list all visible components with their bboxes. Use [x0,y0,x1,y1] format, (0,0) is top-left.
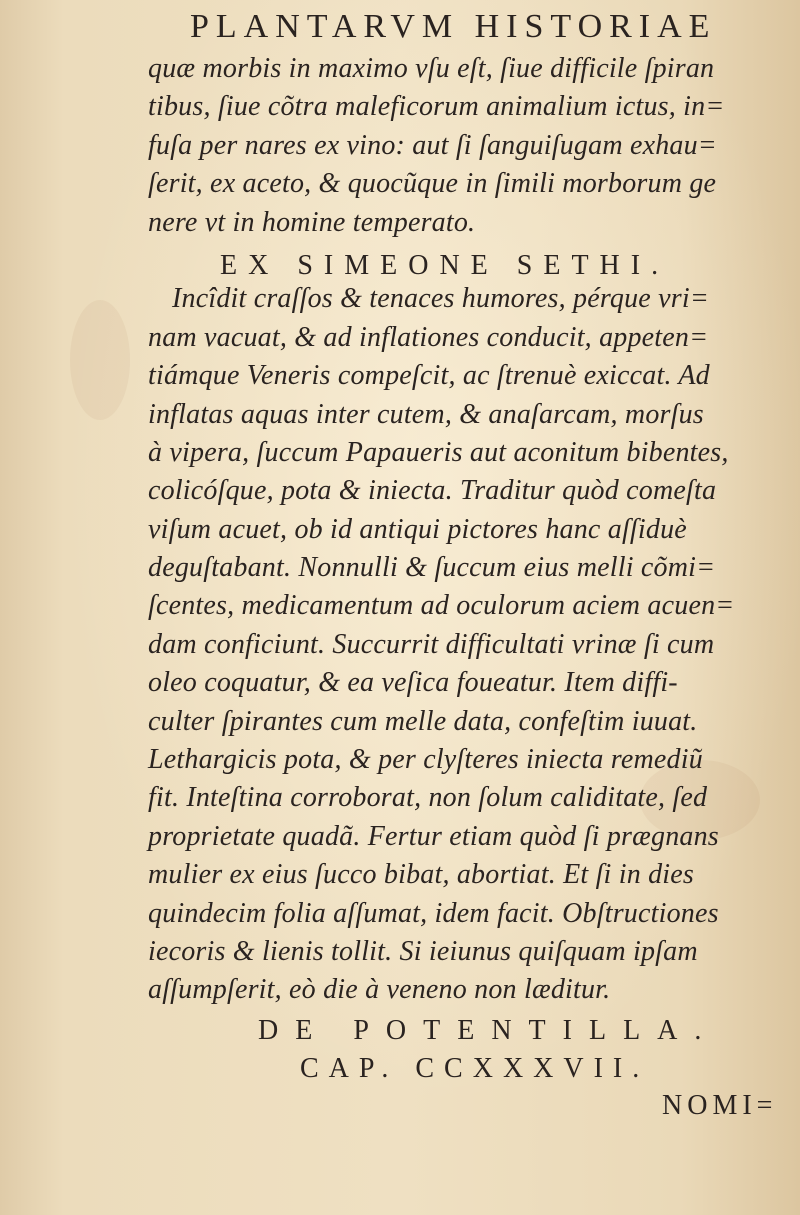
text-line: colicóſque, pota & iniecta. Traditur quòd comeſta [148,475,717,507]
text-line: tibus, ſiue cõtra maleficorum animalium ictus, in= [148,91,725,123]
text-line: inflatas aquas inter cutem, & anaſarcam, morſus [148,398,704,430]
text-line: nere vt in homine temperato. [148,206,476,238]
text-line: iecoris & lienis tollit. Si ieiunus quiſquam ipſam [148,935,698,967]
text-line: ſerit, ex aceto, & quocũque in ſimili morborum ge [148,168,717,200]
text-line: viſum acuet, ob id antiqui pictores hanc aſſiduè [148,513,687,545]
text-line: culter ſpirantes cum melle data, confeſtim iuuat. [148,705,698,737]
chapter-number: CAP. CCXXXVII. [300,1053,650,1084]
section-heading: EX SIMEONE SETHI. [220,250,670,281]
text-line: ſcentes, medicamentum ad oculorum aciem acuen= [148,590,735,622]
text-line: fuſa per nares ex vino: aut ſi ſanguiſugam exhau= [148,129,717,161]
text-line: mulier ex eius ſucco bibat, abortiat. Et ſi in dies [148,859,695,891]
paper-stain [70,300,130,420]
text-line: Incîdit craſſos & tenaces humores, pérque vri= [172,283,709,315]
text-line: quindecim folia aſſumat, idem facit. Obſtructiones [148,897,719,929]
text-line: dam conficiunt. Succurrit difficultati vrinæ ſi cum [148,628,715,660]
running-head: PLANTARVM HISTORIAE [190,8,717,45]
text-line: nam vacuat, & ad inflationes conducit, appeten= [148,321,709,353]
body-text [148,50,788,1010]
catchword: NOMI= [662,1090,778,1121]
text-line: fit. Inteſtina corroborat, non ſolum caliditate, ſed [148,782,708,814]
text-line: aſſumpſerit, eò die à veneno non læditur. [148,974,611,1006]
text-line: deguſtabant. Nonnulli & ſuccum eius melli cõmi= [148,552,716,584]
text-line: proprietate quadã. Fertur etiam quòd ſi prægnans [148,820,719,852]
text-line: tiámque Veneris compeſcit, ac ſtrenuè exiccat. Ad [148,360,710,392]
text-line: quæ morbis in maximo vſu eſt, ſiue difficile ſpiran [148,53,715,84]
text-line: oleo coquatur, & ea veſica foueatur. Item diffi- [148,667,678,699]
text-line: Lethargicis pota, & per clyſteres iniecta remediũ [148,744,703,776]
chapter-title: DE POTENTILLA. [258,1015,719,1046]
text-line: à vipera, ſuccum Papaueris aut aconitum bibentes, [148,436,729,468]
